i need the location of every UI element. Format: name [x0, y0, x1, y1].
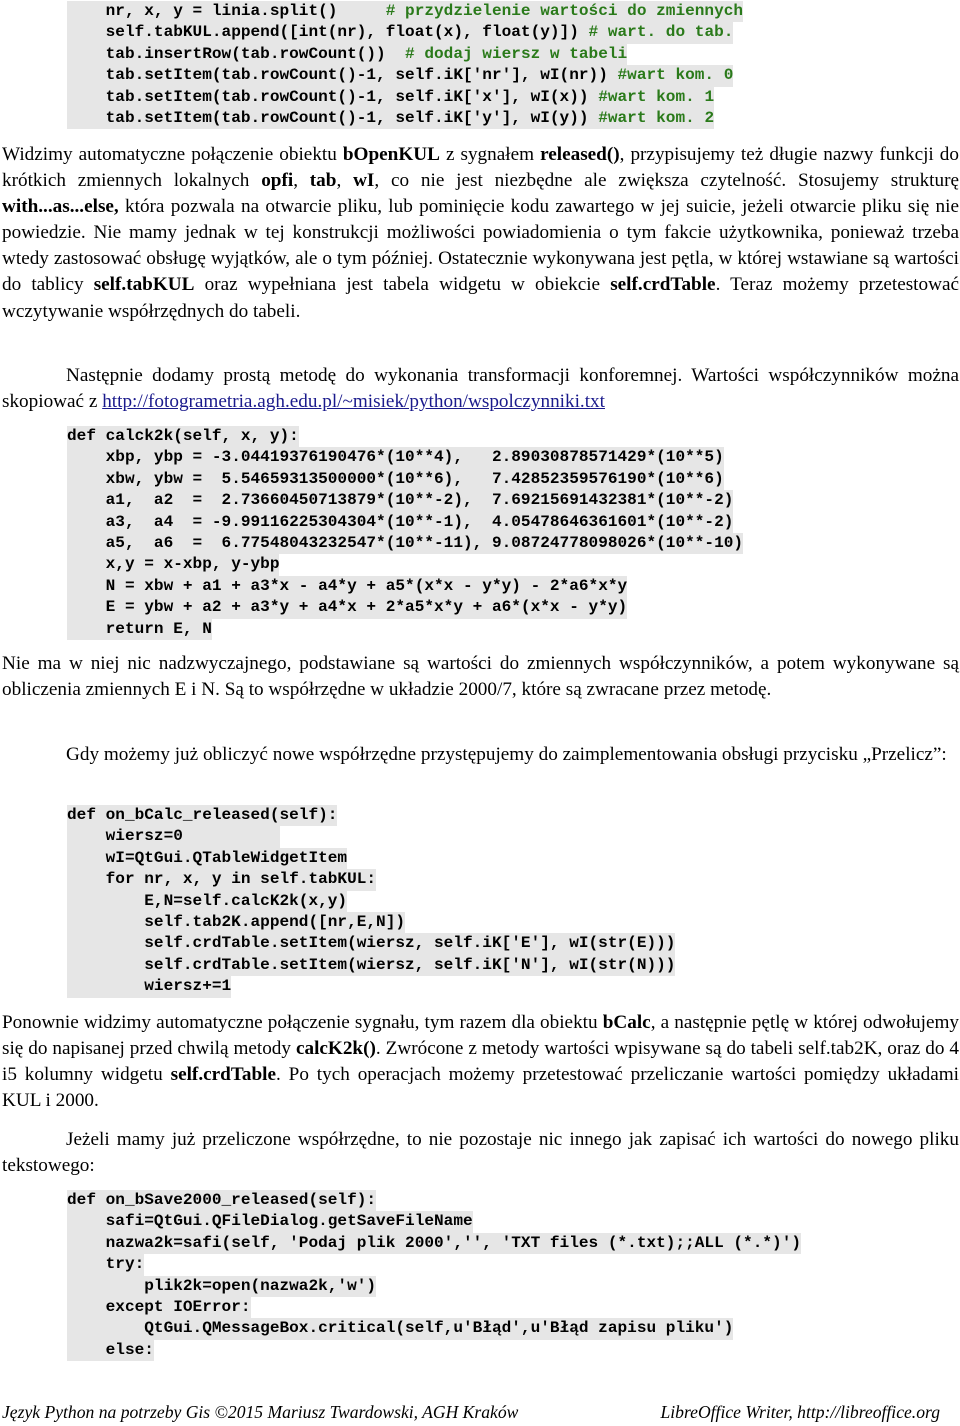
code-line: def calck2k(self, x, y):	[67, 426, 743, 447]
code-line: tab.insertRow(tab.rowCount()) # dodaj wiersz w tabeli	[67, 44, 743, 65]
footer-software: LibreOffice Writer, http://libreoffice.org	[660, 1402, 940, 1422]
paragraph-bcalc-explanation: Ponownie widzimy automatyczne połączenie sygnału, tym razem dla obiektu bCalc, a następnie pętlę w której odwołujemy się do napisanej przed chwilą metody calcK2k(). Zwrócone z metody wartości wpisywane są do tabeli self.tab2K, oraz do 4 i5 kolumny widgetu self.crdTable. Po tych operacjach możemy przetestować przeliczanie wartości pomiędzy układami KUL i 2000.	[2, 1012, 959, 1112]
code-line: xbw, ybw = 5.54659313500000*(10**6), 7.42852359576190*(10**6)	[67, 469, 743, 490]
code-line: safi=QtGui.QFileDialog.getSaveFileName	[67, 1211, 801, 1232]
page-footer	[2, 1402, 958, 1426]
code-block-bsave	[67, 1190, 801, 1361]
code-line: self.tab2K.append([nr,E,N])	[67, 912, 675, 933]
code-line: QtGui.QMessageBox.critical(self,u'Błąd',u'Błąd zapisu pliku')	[67, 1318, 801, 1339]
footer-copyright: Język Python na potrzeby Gis ©2015 Mariusz Twardowski, AGH Kraków	[2, 1402, 519, 1422]
paragraph-przelicz-intro: Gdy możemy już obliczyć nowe współrzędne przystępujemy do zaimplementowania obsługi przycisku „Przelicz”:	[66, 744, 947, 765]
code-line: tab.setItem(tab.rowCount()-1, self.iK['nr'], wI(nr)) #wart kom. 0	[67, 65, 743, 86]
code-line: return E, N	[67, 619, 743, 640]
code-line: wI=QtGui.QTableWidgetItem	[67, 848, 675, 869]
code-line: xbp, ybp = -3.04419376190476*(10**4), 2.89030878571429*(10**5)	[67, 447, 743, 468]
code-line: nazwa2k=safi(self, 'Podaj plik 2000','', 'TXT files (*.txt);;ALL (*.*)')	[67, 1233, 801, 1254]
code-line: self.tabKUL.append([int(nr), float(x), float(y)]) # wart. do tab.	[67, 22, 743, 43]
paragraph-conformal-intro: Następnie dodamy prostą metodę do wykonania transformacji konforemnej. Wartości współczynników można skopiować z http://fotogrametria.agh.edu.pl/~misiek/python/wspolczynniki.txt	[2, 365, 959, 413]
code-line: wiersz+=1	[67, 976, 675, 997]
code-line: try:	[67, 1254, 801, 1275]
code-block-bcalc	[67, 805, 675, 998]
code-line: E,N=self.calcK2k(x,y)	[67, 891, 675, 912]
paragraph-description-open: Widzimy automatyczne połączenie obiektu bOpenKUL z sygnałem released(), przypisujemy też długie nazwy funkcji do krótkich zmiennych lokalnych opfi, tab, wI, co nie jest niezbędne ale zwiększa czytelność. Stosujemy strukturę with...as...else, która pozwala na otwarcie pliku, lub pominięcie kodu zawartego w jej suicie, jeżeli otwarcie pliku się nie powiedzie. Nie mamy jednak w tej konstrukcji możliwości powiadomienia o tym fakcie użytkownika, ponieważ trzeba wtedy zastosować obsługę wyjątków, ale o tym później. Ostatecznie wykonywana jest pętla, w której wstawiane są wartości do tablicy self.tabKUL oraz wypełniana jest tabela widgetu w obiekcie self.crdTable. Teraz możemy przetestować wczytywanie współrzędnych do tabeli.	[2, 144, 960, 322]
code-line: E = ybw + a2 + a3*y + a4*x + 2*a5*x*y + a6*(x*x - y*y)	[67, 597, 743, 618]
code-line: a1, a2 = 2.73660450713879*(10**-2), 7.69215691432381*(10**-2)	[67, 490, 743, 511]
code-line: for nr, x, y in self.tabKUL:	[67, 869, 675, 890]
coefficients-link[interactable]: http://fotogrametria.agh.edu.pl/~misiek/python/wspolczynniki.txt	[102, 391, 605, 413]
code-line: def on_bSave2000_released(self):	[67, 1190, 801, 1211]
code-line: tab.setItem(tab.rowCount()-1, self.iK['x'], wI(x)) #wart kom. 1	[67, 87, 743, 108]
code-line: plik2k=open(nazwa2k,'w')	[67, 1276, 801, 1297]
paragraph-method-explanation: Nie ma w niej nic nadzwyczajnego, podstawiane są wartości do zmiennych współczynników, a potem wykonywane są obliczenia zmiennych E i N. Są to współrzędne w układzie 2000/7, które są zwracane przez metodę.	[2, 653, 959, 701]
code-line: except IOError:	[67, 1297, 801, 1318]
code-line: self.crdTable.setItem(wiersz, self.iK['E'], wI(str(E)))	[67, 933, 675, 954]
code-block-calck2k	[67, 426, 743, 640]
code-line: a3, a4 = -9.99116225304304*(10**-1), 4.05478646361601*(10**-2)	[67, 512, 743, 533]
code-line: x,y = x-xbp, y-ybp	[67, 554, 743, 575]
code-line: N = xbw + a1 + a3*x - a4*y + a5*(x*x - y*y) - 2*a6*x*y	[67, 576, 743, 597]
code-line: tab.setItem(tab.rowCount()-1, self.iK['y'], wI(y)) #wart kom. 2	[67, 108, 743, 129]
code-line: def on_bCalc_released(self):	[67, 805, 675, 826]
code-line: a5, a6 = 6.77548043232547*(10**-11), 9.08724778098026*(10**-10)	[67, 533, 743, 554]
code-line: nr, x, y = linia.split() # przydzielenie wartości do zmiennych	[67, 1, 743, 22]
code-block-file-loop	[67, 1, 743, 129]
code-line: self.crdTable.setItem(wiersz, self.iK['N'], wI(str(N)))	[67, 955, 675, 976]
code-line: else:	[67, 1340, 801, 1361]
paragraph-save-intro: Jeżeli mamy już przeliczone współrzędne, to nie pozostaje nic innego jak zapisać ich wartości do nowego pliku tekstowego:	[2, 1129, 959, 1177]
code-line: wiersz=0	[67, 826, 675, 847]
